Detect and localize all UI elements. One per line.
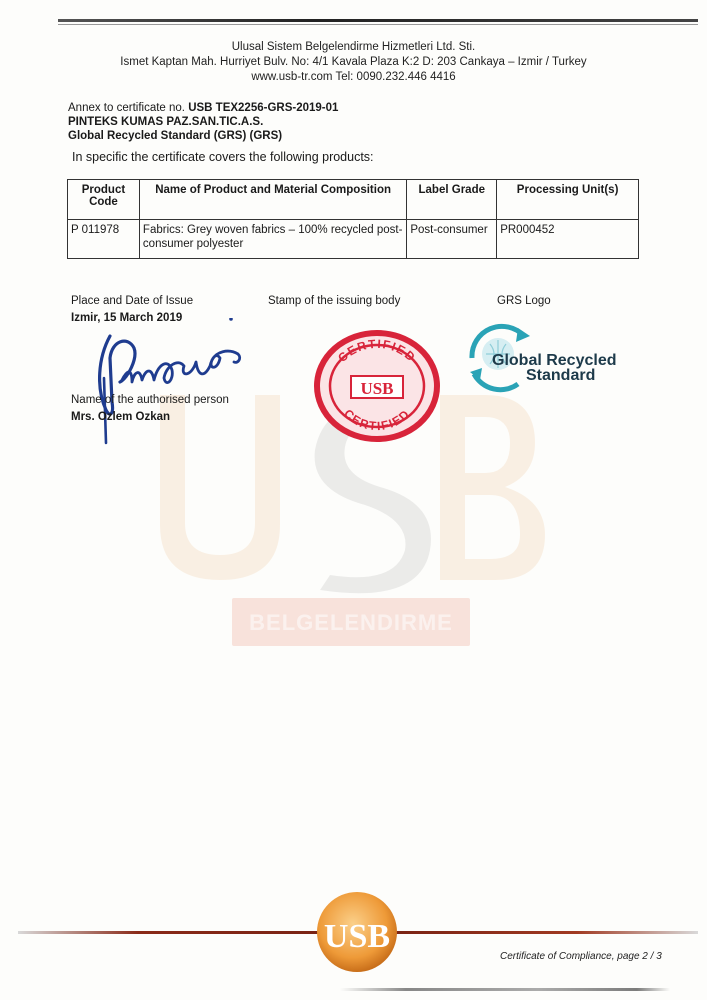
- label-grade-cell: Post-consumer: [407, 220, 497, 259]
- table-row: [68, 220, 639, 259]
- grs-logo-line2: Standard: [526, 367, 596, 384]
- standard-name: Global Recycled Standard (GRS) (GRS): [68, 130, 283, 142]
- authorized-name: Mrs. Ozlem Ozkan: [71, 411, 171, 423]
- column-header: Name of Product and Material Composition: [139, 180, 406, 220]
- issuer-contact: www.usb-tr.com Tel: 0090.232.446 4416: [251, 71, 456, 83]
- issuer-name: Ulusal Sistem Belgelendirme Hizmetleri Ltd. Sti.: [231, 41, 476, 53]
- scan-artifact: [340, 988, 670, 991]
- issuer-address: Ismet Kaptan Mah. Hurriyet Bulv. No: 4/1 Kavala Plaza K:2 D: 203 Cankaya – Izmir / Turkey: [120, 56, 587, 68]
- stamp-bottom-text: CERTIFIED: [341, 406, 413, 434]
- products-table: [67, 179, 639, 259]
- grs-logo-line1: Global Recycled: [492, 352, 617, 369]
- annex-block: [68, 101, 338, 143]
- footer-logo-text: USB: [323, 918, 391, 955]
- stamp-center-text: USB: [360, 379, 394, 398]
- page-footer-note: Certificate of Compliance, page 2 / 3: [500, 951, 662, 962]
- signature-image: [88, 318, 258, 448]
- footer-rule-right: [395, 931, 698, 934]
- stamp-label: Stamp of the issuing body: [268, 295, 401, 307]
- intro-text: In specific the certificate covers the following products:: [72, 150, 374, 164]
- usb-certified-stamp: [314, 330, 444, 442]
- certificate-number: USB TEX2256-GRS-2019-01: [188, 102, 339, 114]
- authorized-label: Name of the authorised person: [71, 394, 229, 406]
- column-header: Label Grade: [407, 180, 497, 220]
- footer-rule-left: [18, 931, 318, 934]
- annex-prefix: Annex to certificate no.: [68, 102, 189, 114]
- processing-unit-cell: PR000452: [497, 220, 639, 259]
- company-name: PINTEKS KUMAS PAZ.SAN.TIC.A.S.: [68, 116, 264, 128]
- grs-logo-label: GRS Logo: [497, 295, 551, 307]
- issue-value: Izmir, 15 March 2019: [71, 312, 183, 324]
- product-name-cell: Fabrics: Grey woven fabrics – 100% recycled post-consumer polyester: [139, 220, 406, 259]
- top-rule-thin: [58, 24, 698, 25]
- issue-label: Place and Date of Issue: [71, 295, 194, 307]
- table-header-row: [68, 180, 639, 220]
- stamp-top-text: CERTIFIED: [335, 336, 419, 365]
- grs-logo: [466, 318, 626, 394]
- watermark-banner-text: BELGELENDIRME: [249, 610, 453, 635]
- column-header: Processing Unit(s): [497, 180, 639, 220]
- usb-footer-logo: [314, 889, 400, 975]
- column-header: Product Code: [68, 180, 140, 220]
- top-rule: [58, 19, 698, 22]
- product-code-cell: P 011978: [68, 220, 140, 259]
